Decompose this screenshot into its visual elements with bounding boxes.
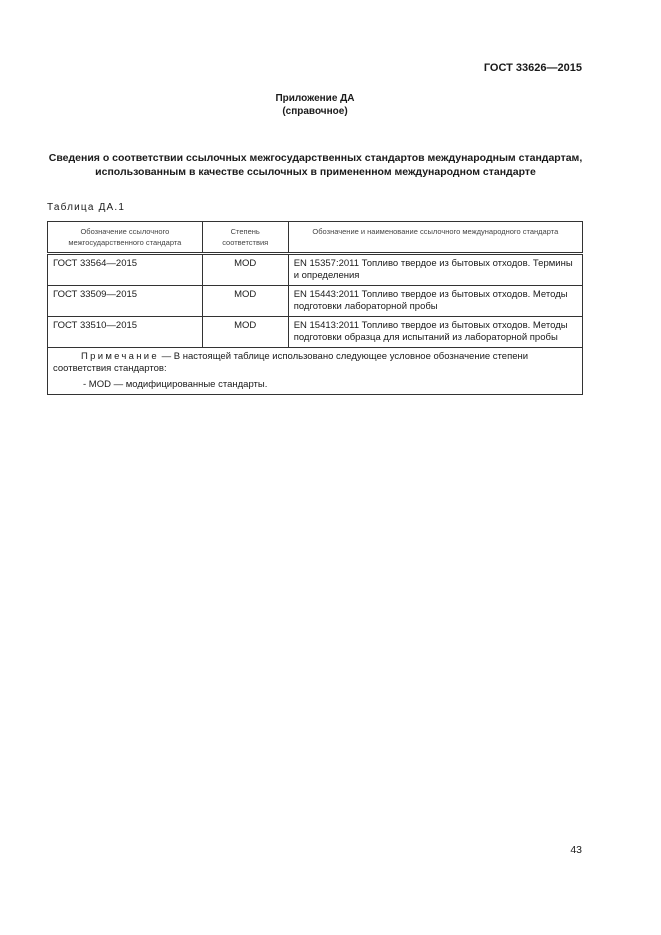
cell-degree: MOD bbox=[202, 286, 288, 317]
table-header-row bbox=[48, 222, 583, 254]
header-interstate-standard: Обозначение ссылочного межгосударственного стандарта bbox=[48, 222, 203, 254]
table-row bbox=[48, 317, 583, 348]
page-number: 43 bbox=[570, 844, 582, 856]
appendix-title: Приложение ДА bbox=[275, 93, 355, 104]
note-text-block bbox=[53, 351, 577, 375]
table-note bbox=[48, 348, 583, 395]
document-code: ГОСТ 33626—2015 bbox=[483, 62, 582, 74]
header-degree: Степень соответствия bbox=[202, 222, 288, 254]
table-note-row bbox=[48, 348, 583, 395]
cell-standard: ГОСТ 33510—2015 bbox=[48, 317, 203, 348]
note-label: Примечание bbox=[81, 351, 159, 362]
correspondence-table bbox=[47, 221, 583, 395]
appendix-heading bbox=[0, 92, 630, 118]
table-label: Таблица ДА.1 bbox=[47, 202, 126, 213]
cell-degree: MOD bbox=[202, 317, 288, 348]
section-title: Сведения о соответствии ссылочных межгосударственных стандартов международным стандартам, использованным в качестве ссылочных в примененном международном стандарте bbox=[48, 152, 583, 178]
cell-international: EN 15443:2011 Топливо твердое из бытовых отходов. Методы подготовки лабораторной пробы bbox=[288, 286, 582, 317]
cell-degree: MOD bbox=[202, 254, 288, 286]
note-text: — В настоящей таблице использовано следующее условное обозначение степени соответствия стандартов: bbox=[53, 351, 529, 374]
cell-international: EN 15413:2011 Топливо твердое из бытовых отходов. Методы подготовки образца для испытаний из лабораторной пробы bbox=[288, 317, 582, 348]
appendix-subtitle: (справочное) bbox=[282, 106, 348, 117]
table-row bbox=[48, 254, 583, 286]
cell-standard: ГОСТ 33564—2015 bbox=[48, 254, 203, 286]
cell-international: EN 15357:2011 Топливо твердое из бытовых отходов. Термины и определения bbox=[288, 254, 582, 286]
note-item: - MOD — модифицированные стандарты. bbox=[83, 379, 268, 390]
header-international-standard: Обозначение и наименование ссылочного международного стандарта bbox=[288, 222, 582, 254]
table-row bbox=[48, 286, 583, 317]
cell-standard: ГОСТ 33509—2015 bbox=[48, 286, 203, 317]
